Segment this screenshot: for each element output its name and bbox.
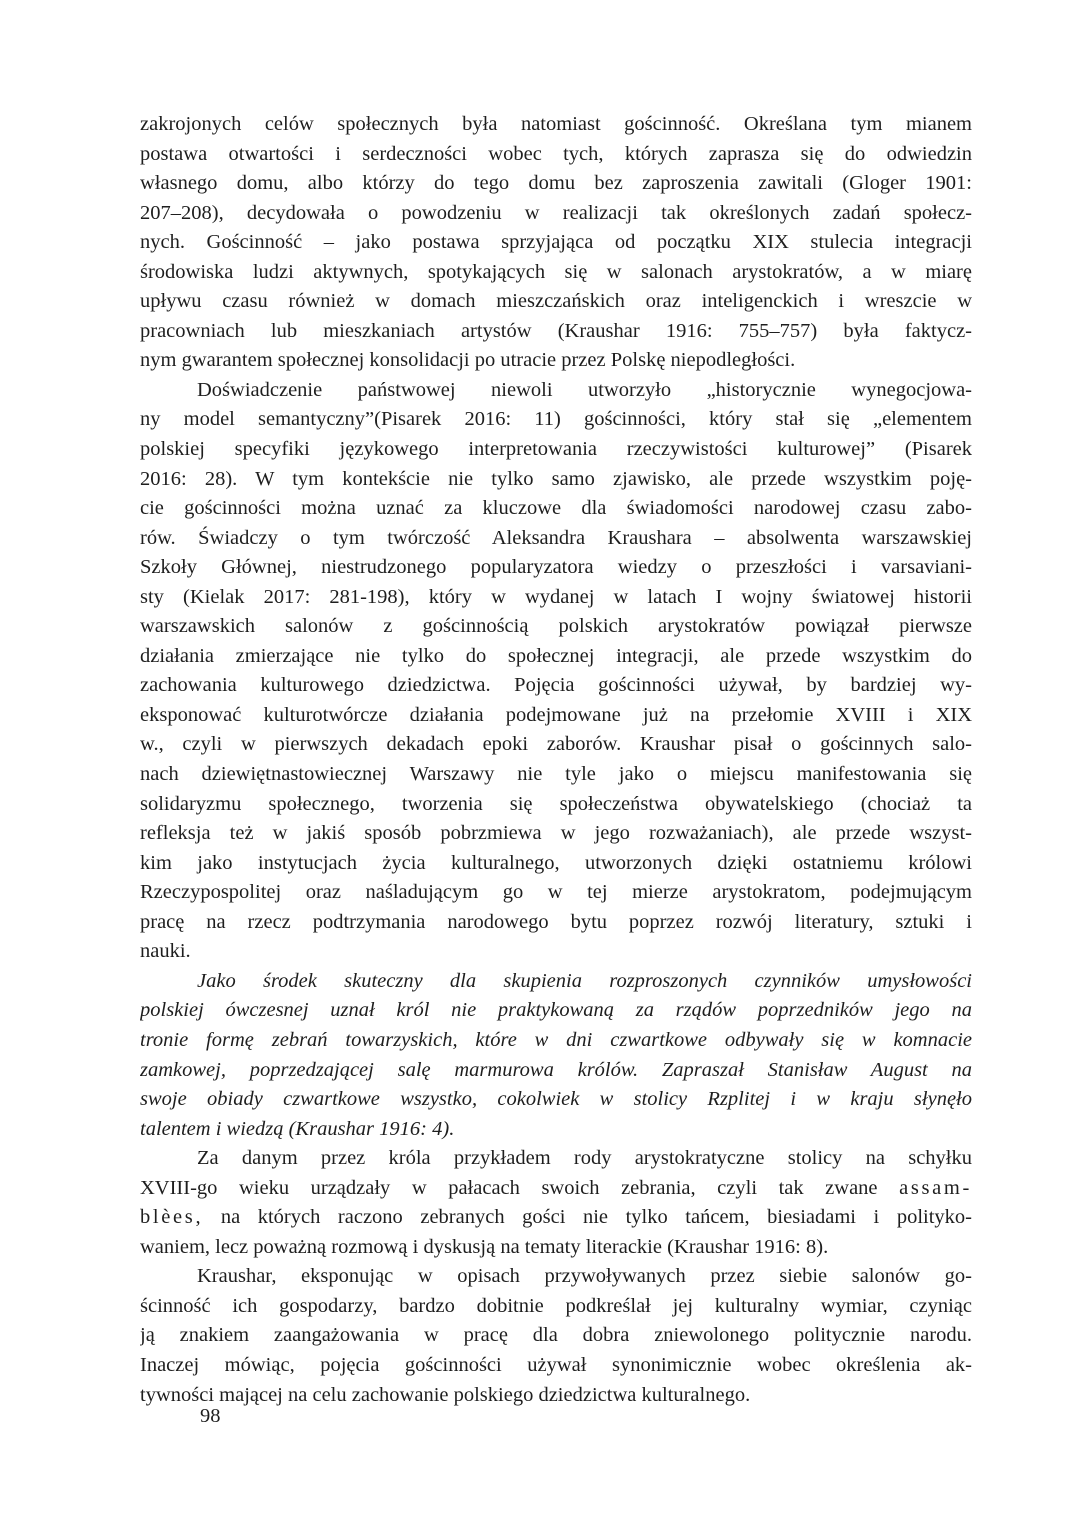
text-line — [140, 1115, 972, 1145]
text-line — [140, 1262, 972, 1292]
text-line — [140, 1026, 972, 1056]
text-line — [140, 996, 972, 1026]
text-line — [140, 524, 972, 554]
text-line — [140, 760, 972, 790]
text-segment: środowiska ludzi aktywnych, spotykających się w salonach arystokratów, a w miarę — [140, 260, 972, 283]
text-line — [140, 405, 972, 435]
text-segment: na których raczono zebranych gości nie tylko tańcem, biesiadami i polityko- — [203, 1206, 972, 1229]
text-line — [140, 701, 972, 731]
text-segment: pracę na rzecz podtrzymania narodowego bytu poprzez rozwój literatury, sztuki i — [140, 910, 972, 933]
text-line — [140, 1381, 972, 1411]
text-segment: polskiej specyfiki językowego interpretowania rzeczywistości kulturowej” (Pisarek — [140, 438, 972, 461]
text-segment: Doświadczenie państwowej niewoli utworzyło „historycznie wynegocjowa- — [197, 378, 972, 401]
text-segment: Za danym przez króla przykładem rody arystokratyczne stolicy na schyłku — [197, 1147, 972, 1170]
text-segment: zakrojonych celów społecznych była natomiast gościnność. Określana tym mianem — [140, 113, 972, 135]
text-segment: Jako środek skuteczny dla skupienia rozproszonych czynników umysłowości — [197, 969, 972, 992]
text-line — [140, 937, 972, 967]
text-block — [140, 110, 972, 1410]
text-line — [140, 169, 972, 199]
text-line — [140, 553, 972, 583]
text-segment: zachowania kulturowego dziedzictwa. Pojęcia gościnności używał, by bardziej wy- — [140, 674, 972, 697]
text-line — [140, 1351, 972, 1381]
text-line — [140, 908, 972, 938]
text-segment: ją znakiem zaangażowania w pracę dla dobra zniewolonego politycznie narodu. — [140, 1324, 972, 1347]
text-segment: działania zmierzające nie tylko do społecznej integracji, ale przede wszystkim do — [140, 644, 972, 667]
text-line — [140, 140, 972, 170]
text-line — [140, 1174, 972, 1204]
text-segment: w., czyli w pierwszych dekadach epoki zaborów. Kraushar pisał o gościnnych salo- — [140, 733, 972, 756]
paragraph — [140, 376, 972, 967]
text-line — [140, 849, 972, 879]
text-line — [140, 110, 972, 140]
text-segment: refleksja też w jakiś sposób pobrzmiewa w jego rozważaniach), ale przede wszyst- — [140, 822, 972, 845]
text-segment: solidaryzmu społecznego, tworzenia się społeczeństwa obywatelskiego (chociaż ta — [140, 792, 972, 815]
text-segment: tronie formę zebrań towarzyskich, które w dni czwartkowe odbywały się w komnacie — [140, 1028, 972, 1051]
text-line — [140, 435, 972, 465]
text-segment: warszawskich salonów z gościnnością polskich arystokratów powiązał pierwsze — [140, 615, 972, 638]
text-segment: kim jako instytucjach życia kulturalnego, utworzonych dzięki ostatniemu królowi — [140, 851, 972, 874]
text-segment: nauki. — [140, 940, 191, 963]
text-segment: Szkoły Głównej, niestrudzonego popularyzatora wiedzy o przeszłości i varsaviani- — [140, 556, 972, 579]
text-line — [140, 465, 972, 495]
text-segment: tywności mającej na celu zachowanie polskiego dziedzictwa kulturalnego. — [140, 1383, 751, 1406]
text-segment: sty (Kielak 2017: 281-198), który w wydanej w latach I wojny światowej historii — [140, 585, 972, 608]
text-line — [140, 287, 972, 317]
text-segment: ny model semantyczny”(Pisarek 2016: 11) gościnności, który stał się „elementem — [140, 408, 972, 431]
text-line — [140, 228, 972, 258]
letterspaced-term: blèes, — [140, 1206, 204, 1229]
text-segment: nym gwarantem społecznej konsolidacji po utracie przez Polskę niepodległości. — [140, 349, 796, 372]
text-line — [140, 819, 972, 849]
paragraph — [140, 1262, 972, 1410]
text-segment: pracowniach lub mieszkaniach artystów (Kraushar 1916: 755–757) była faktycz- — [140, 319, 972, 342]
text-line — [140, 1321, 972, 1351]
letterspaced-term: assam- — [899, 1176, 972, 1199]
text-segment: upływu czasu również w domach mieszczańskich oraz inteligenckich i wreszcie w — [140, 290, 972, 313]
text-line — [140, 1085, 972, 1115]
paragraph — [140, 967, 972, 1144]
text-line — [140, 1292, 972, 1322]
text-segment: cie gościnności można uznać za kluczowe dla świadomości narodowej czasu zabo- — [140, 497, 972, 520]
text-segment: waniem, lecz poważną rozmową i dyskusją na tematy literackie (Kraushar 1916: 8). — [140, 1235, 829, 1258]
text-line — [140, 967, 972, 997]
text-line — [140, 1203, 972, 1233]
text-line — [140, 494, 972, 524]
text-segment: ścinność ich gospodarzy, bardzo dobitnie podkreślał jej kulturalny wymiar, czyniąc — [140, 1294, 972, 1317]
text-line — [140, 258, 972, 288]
text-segment: nach dziewiętnastowiecznej Warszawy nie tyle jako o miejscu manifestowania się — [140, 763, 972, 786]
text-segment: Rzeczypospolitej oraz naśladującym go w tej mierze arystokratom, podejmującym — [140, 881, 972, 904]
text-segment: polskiej ówczesnej uznał król nie praktykowaną za rządów poprzedników jego na — [140, 999, 972, 1022]
text-segment: 2016: 28). W tym kontekście nie tylko samo zjawisko, ale przede wszystkim poję- — [140, 467, 972, 490]
text-segment: własnego domu, albo którzy do tego domu bez zaproszenia zawitali (Gloger 1901: — [140, 172, 972, 195]
text-segment: 207–208), decydowała o powodzeniu w realizacji tak określonych zadań społecz- — [140, 201, 972, 224]
text-line — [140, 199, 972, 229]
text-segment: Inaczej mówiąc, pojęcia gościnności używał synonimicznie wobec określenia ak- — [140, 1353, 972, 1376]
text-segment: Kraushar, eksponując w opisach przywoływanych przez siebie salonów go- — [197, 1265, 972, 1288]
text-line — [140, 346, 972, 376]
text-segment: eksponować kulturotwórcze działania podejmowane już na przełomie XVIII i XIX — [140, 703, 972, 726]
text-segment: swoje obiady czwartkowe wszystko, cokolwiek w stolicy Rzplitej i w kraju słynęło — [140, 1088, 972, 1111]
text-segment: talentem i wiedzą (Kraushar 1916: 4). — [140, 1117, 455, 1140]
text-segment: zamkowej, poprzedzającej salę marmurowa królów. Zapraszał Stanisław August na — [140, 1058, 972, 1081]
text-line — [140, 1056, 972, 1086]
text-segment: postawa otwartości i serdeczności wobec tych, których zaprasza się do odwiedzin — [140, 142, 972, 165]
text-line — [140, 317, 972, 347]
text-line — [140, 376, 972, 406]
text-segment: rów. Świadczy o tym twórczość Aleksandra Kraushara – absolwenta warszawskiej — [140, 526, 972, 549]
text-line — [140, 730, 972, 760]
page-number: 98 — [200, 1405, 221, 1427]
text-line — [140, 583, 972, 613]
text-line — [140, 612, 972, 642]
paragraph — [140, 1144, 972, 1262]
text-segment: nych. Gościnność – jako postawa sprzyjająca od początku XIX stulecia integracji — [140, 231, 972, 254]
text-line — [140, 1233, 972, 1263]
text-line — [140, 642, 972, 672]
paragraph — [140, 110, 972, 376]
text-line — [140, 878, 972, 908]
text-line — [140, 671, 972, 701]
text-line — [140, 790, 972, 820]
text-line — [140, 1144, 972, 1174]
text-segment: XVIII-go wieku urządzały w pałacach swoich zebrania, czyli tak zwane — [140, 1176, 900, 1199]
